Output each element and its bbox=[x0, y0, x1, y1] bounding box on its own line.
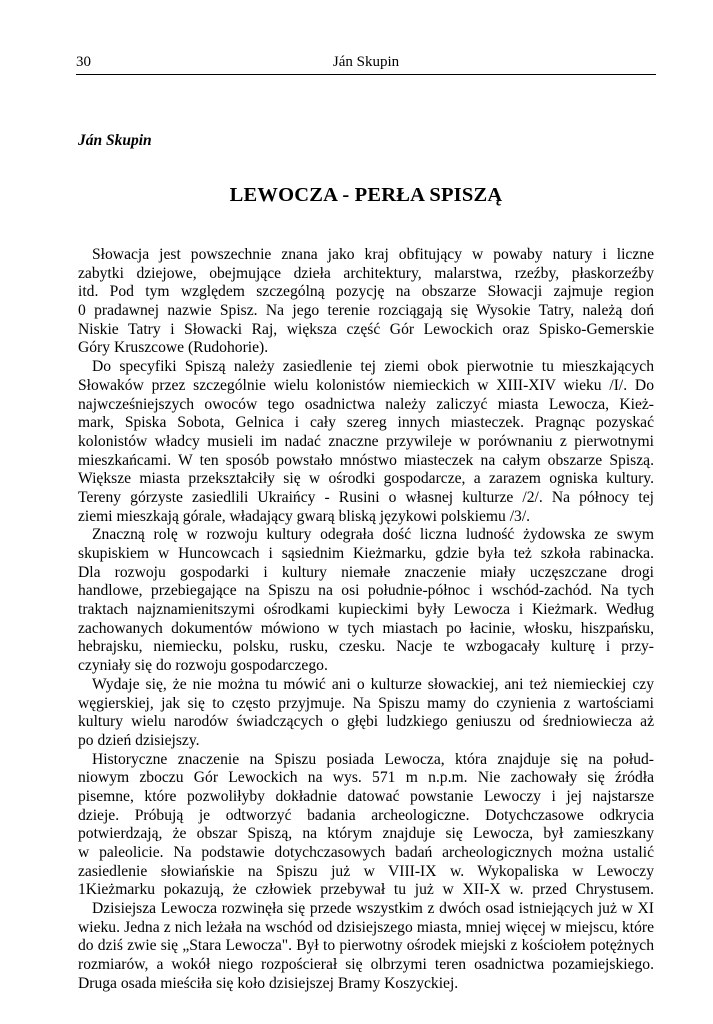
page-number: 30 bbox=[76, 54, 91, 70]
text-line: w paleolicie. Na podstawie dotychczasowych badań archeologicznych można ustalić bbox=[78, 844, 654, 861]
text-line: handlowe, przebiegające na Spiszu na osi południe-północ i wschód-zachód. Na tych bbox=[78, 582, 654, 600]
text-line: ziemi mieszkają górale, władający gwarą bliską językowi polskiemu /3/. bbox=[78, 507, 531, 525]
text-line: Znaczną rolę w rozwoju kultury odegrała dość liczna ludność żydowska ze swym bbox=[92, 526, 654, 544]
text-line: potwierdzają, że obszar Spiszą, na którym znajduje się Lewocza, był zamieszkany bbox=[78, 825, 654, 843]
text-line: do dziś zwie się „Stara Lewocza". Był to pierwotny ośrodek miejski z kościołem potężnych bbox=[78, 937, 654, 955]
text-line: mark, Spiska Sobota, Gelnica i cały szereg innych miasteczek. Pragnąc pozyskać bbox=[78, 414, 654, 432]
article-body bbox=[78, 246, 654, 994]
text-line: węgierskiej, jak się to często przyjmuje. Na Spiszu mamy do czynienia z wartościami bbox=[78, 694, 654, 712]
text-line: Wydaje się, że nie można tu mówić ani o kulturze słowackiej, ani też niemieckiej czy bbox=[92, 675, 654, 693]
text-line: zachowanych dokumentów mówiono w tych miastach po łacinie, włosku, hiszpańsku, bbox=[78, 619, 654, 637]
text-line: po dzień dzisiejszy. bbox=[78, 731, 200, 749]
text-line: Dla rozwoju gospodarki i kultury niemałe znaczenie miały uczęszczane drogi bbox=[78, 563, 654, 581]
text-line: Dzisiejsza Lewocza rozwinęła się przede wszystkim z dwóch osad istniejących już w XI bbox=[92, 900, 654, 918]
text-line: Słowaków przez szczególnie wielu kolonistów niemieckich w XIII-XIV wieku /I/. Do bbox=[78, 376, 654, 394]
text-line: niowym zboczu Gór Lewockich na wys. 571 m n.p.m. Nie zachowały się źródła bbox=[78, 769, 654, 787]
running-header bbox=[76, 52, 656, 75]
article-author: Ján Skupin bbox=[78, 132, 152, 149]
text-line: Do specyfiki Spiszą należy zasiedlenie tej ziemi obok pierwotnie tu mieszkających bbox=[92, 358, 654, 376]
text-line: Tereny górzyste zasiedlili Ukraińcy - Rusini o własnej kulturze /2/. Na północy tej bbox=[78, 488, 654, 506]
text-line: Historyczne znaczenie na Spiszu posiada Lewocza, która znajduje się na połud- bbox=[92, 750, 654, 768]
text-line: pisemne, które pozwoliłyby dokładnie datować powstanie Lewoczy i jej najstarsze bbox=[78, 787, 654, 805]
text-line: czyniały się do rozwoju gospodarczego. bbox=[78, 657, 328, 675]
text-line: Większe miasta przekształciły się w ośrodki gospodarcze, a zarazem ogniska kultury. bbox=[78, 470, 654, 488]
text-line: wieku. Jedna z nich leżała na wschód od dzisiejszego miasta, mniej więcej w miejscu, które bbox=[78, 918, 654, 936]
text-line: kolonistów władcy musieli im nadać znaczne przywileje w porównaniu z pierwotnymi bbox=[78, 432, 654, 450]
text-line: itd. Pod tym względem szczególną pozycję na obszarze Słowacji zajmuje region bbox=[78, 283, 654, 301]
text-line: Niskie Tatry i Słowacki Raj, większa część Gór Lewockich oraz Spisko-Gemerskie bbox=[78, 320, 654, 338]
text-line: zasiedlenie słowiańskie na Spiszu już w VIII-IX w. Wykopaliska w Lewoczy bbox=[78, 862, 654, 880]
running-title: Ján Skupin bbox=[332, 54, 400, 70]
text-line: mieszkańcami. W ten sposób powstało mnóstwo miasteczek na całym obszarze Spiszą. bbox=[78, 451, 654, 469]
text-line: zabytki dziejowe, obejmujące dzieła architektury, malarstwa, rzeźby, płaskorzeźby bbox=[78, 264, 654, 282]
article-title: LEWOCZA - PERŁA SPISZĄ bbox=[229, 184, 503, 206]
text-line: Góry Kruszcowe (Rudohorie). bbox=[78, 339, 269, 357]
text-line: rozmiarów, a wokół niego rozpościerał się olbrzymi teren osadnictwa pozamiejskiego. bbox=[78, 956, 654, 974]
text-line: Słowacja jest powszechnie znana jako kraj obfitujący w powaby natury i liczne bbox=[92, 246, 654, 263]
text-line: najwcześniejszych owoców tego osadnictwa należy zaliczyć miasta Lewocza, Kież- bbox=[78, 395, 654, 413]
text-line: hebrajsku, niemiecku, polsku, rusku, czesku. Nacje te wzbogacały kulturę i przy- bbox=[78, 638, 654, 656]
text-line: dzieje. Próbują je odtworzyć badania archeologiczne. Dotychczasowe odkrycia bbox=[78, 806, 654, 824]
text-line: Druga osada mieściła się koło dzisiejszej Bramy Koszyckiej. bbox=[78, 974, 459, 992]
text-line: skupiskiem w Huncowcach i sąsiednim Kieżmarku, gdzie była też szkoła rabinacka. bbox=[78, 545, 654, 562]
text-line: kultury wielu narodów świadczących o głębi ludzkiego geniuszu od średniowiecza aż bbox=[78, 713, 654, 731]
text-line: traktach najznamienitszymi ośrodkami kupieckimi były Lewocza i Kieżmark. Według bbox=[78, 601, 654, 619]
text-line: 0 pradawnej nazwie Spisz. Na jego terenie rozciągają się Wysokie Tatry, należą doń bbox=[78, 302, 654, 320]
text-line: 1Kieżmarku pokazują, że człowiek przebywał tu już w XII-X w. przed Chrystusem. bbox=[78, 881, 654, 899]
